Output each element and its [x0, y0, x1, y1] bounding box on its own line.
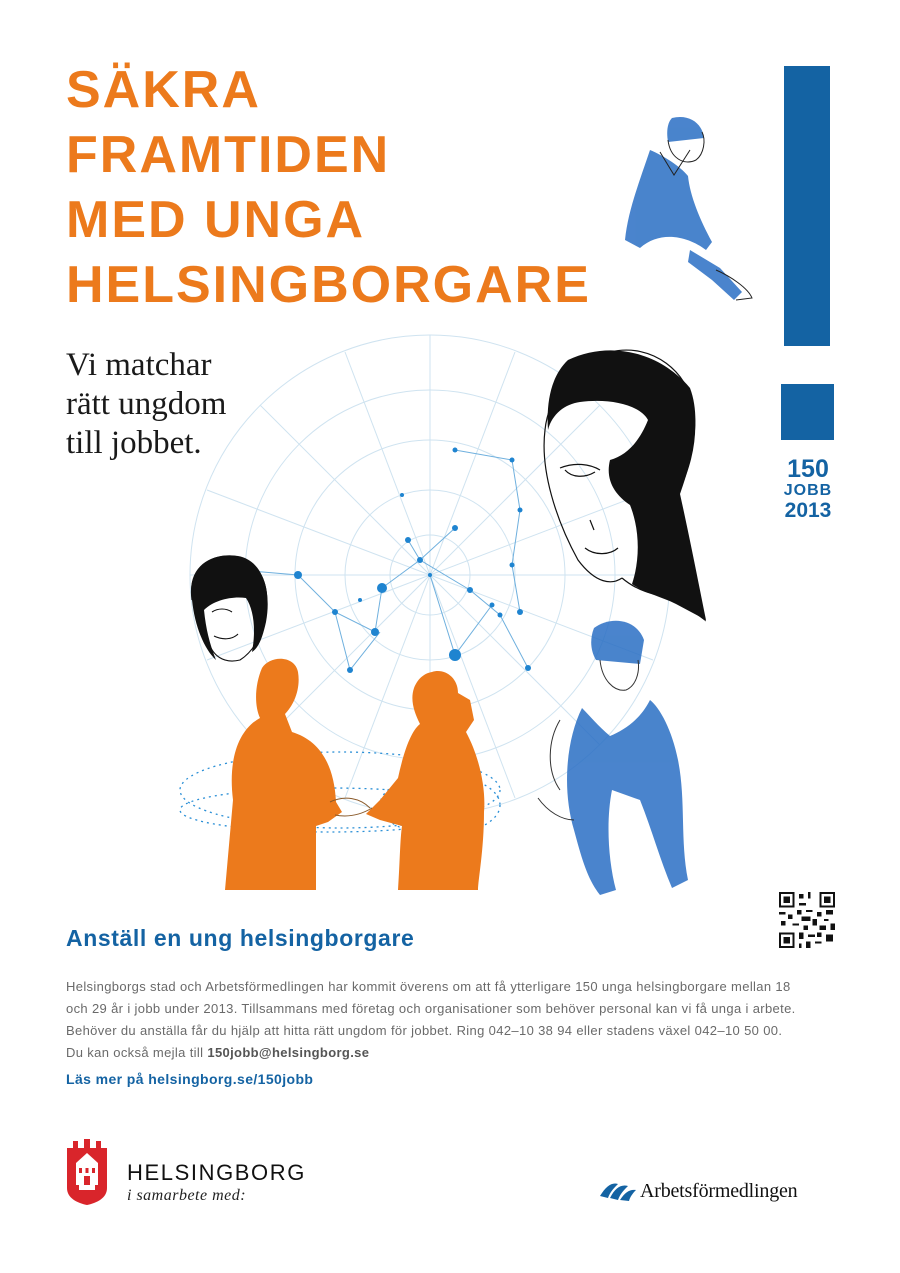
headline-line: FRAMTIDEN — [66, 126, 391, 184]
tagline-line: Vi matchar — [66, 347, 212, 383]
partner-name: Arbetsförmedlingen — [640, 1180, 798, 1202]
email-link[interactable]: 150jobb@helsingborg.se — [207, 1045, 370, 1060]
helsingborg-crest-icon — [64, 1138, 110, 1206]
collab-text: i samarbete med: — [127, 1187, 247, 1204]
badge-number: 150 — [787, 455, 829, 483]
watercolor-figure-sitting — [625, 117, 742, 300]
tagline — [66, 346, 226, 463]
badge-year: 2013 — [784, 499, 832, 522]
jobs-badge — [770, 456, 846, 522]
headline-line: MED UNGA — [66, 191, 366, 249]
badge-word: JOBB — [783, 482, 833, 499]
qr-code-icon[interactable] — [779, 892, 835, 948]
illustration — [170, 105, 770, 905]
headline-line: SÄKRA — [66, 61, 261, 119]
city-name: HELSINGBORG — [127, 1160, 306, 1185]
arbetsformedlingen-logo-icon — [600, 1176, 636, 1202]
network-dots — [210, 448, 531, 687]
ink-portrait-small-fill — [191, 555, 268, 660]
tagline-line: till jobbet. — [66, 425, 202, 461]
ink-portrait-large-fill — [548, 350, 706, 620]
sub-heading: Anställ en ung helsingborgare — [66, 925, 415, 951]
exclamation-mark-dot — [781, 384, 834, 440]
read-more-link[interactable]: Läs mer på helsingborg.se/150jobb — [66, 1071, 314, 1087]
orange-figures — [225, 659, 484, 890]
body-paragraph: Helsingborgs stad och Arbetsförmedlingen har kommit överens om att få ytterligare 150 unga helsingborgare mellan 18 och 29 år i jobb under 2013. Tillsammans med företag och organisationer som behöver personal kan vi få unga i arbete. Behöver du anställa får du hjälp att hitta rätt ungdom för jobbet. Ring 042–10 38 94 eller stadens växel 042–10 50 00. Du kan också mejla till — [66, 979, 796, 1060]
exclamation-mark-bar — [784, 66, 830, 346]
headline-line: HELSINGBORGARE — [66, 256, 591, 314]
tagline-line: rätt ungdom — [66, 386, 227, 422]
watercolor-figure-standing — [567, 621, 688, 895]
body-text — [66, 976, 796, 1064]
